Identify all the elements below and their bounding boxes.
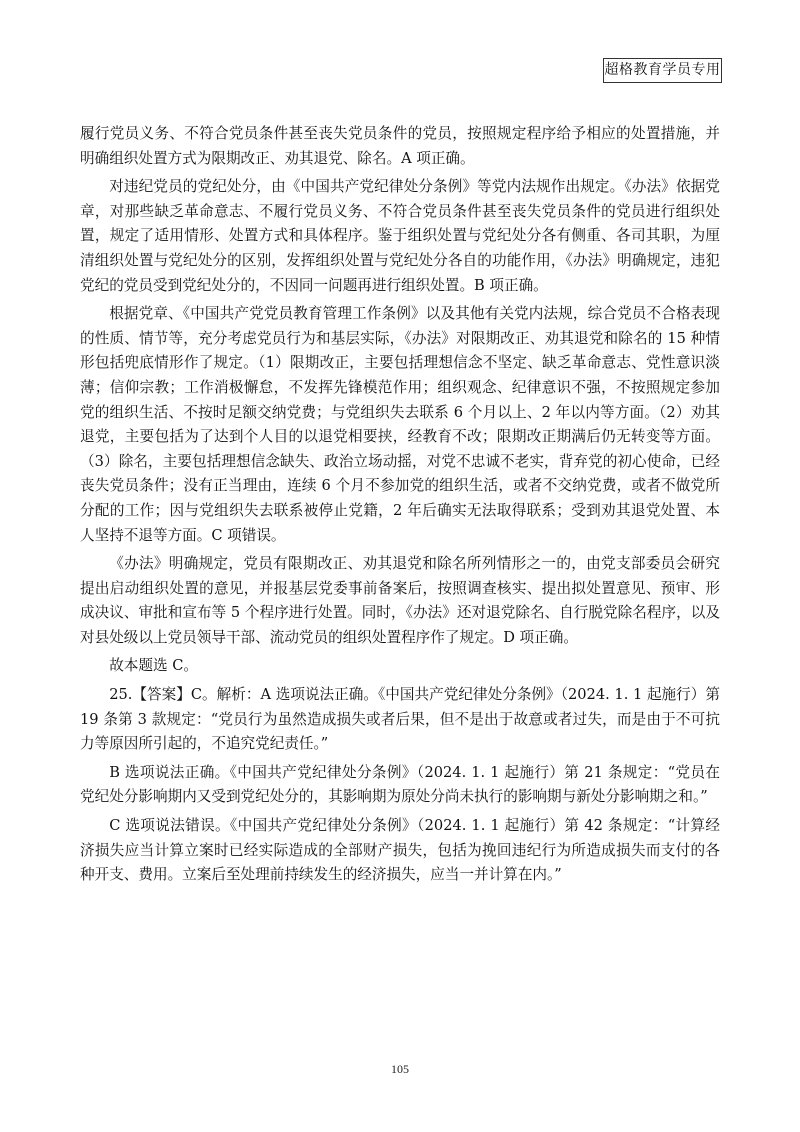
paragraph-2: 对违纪党员的党纪处分，由《中国共产党纪律处分条例》等党内法规作出规定。《办法》依据党章，对那些缺乏革命意志、不履行党员义务、不符合党员条件甚至丧失党员条件的党员进行组织处置，规定了适用情形、处置方式和具体程序。鉴于组织处置与党纪处分各有侧重、各司其职，为厘清组织处置与党纪处分的区别，发挥组织处置与党纪处分各自的功能作用，《办法》明确规定，违犯党纪的党员受到党纪处分的，不因同一问题再进行组织处置。B 项正确。 (80, 178, 720, 294)
paragraph-3: 根据党章、《中国共产党党员教育管理工作条例》以及其他有关党内法规，综合党员不合格表现的性质、情节等，充分考虑党员行为和基层实际，《办法》对限期改正、劝其退党和除名的 15 种情形包括兜底情形作了规定。（1）限期改正，主要包括理想信念不坚定、缺乏革命意志、党性意识淡薄；信仰宗教；工作消极懈怠，不发挥先锋模范作用；组织观念、纪律意识不强，不按照规定参加党的组织生活、不按时足额交纳党费；与党组织失去联系 6 个月以上、2 年以内等方面。（2）劝其退党，主要包括为了达到个人目的以退党相要挟，经教育不改；限期改正期满后仍无转变等方面。（3）除名，主要包括理想信念缺失、政治立场动摇，对党不忠诚不老实，背弃党的初心使命，已经丧失党员条件；没有正当理由，连续 6 个月不参加党的组织生活，或者不交纳党费，或者不做党所分配的工作；因与党组织失去联系被停止党籍，2 年后确实无法取得联系；受到劝其退党处置、本人坚持不退等方面。C 项错误。 (80, 305, 720, 544)
paragraph-7: B 选项说法正确。《中国共产党纪律处分条例》（2024. 1. 1 起施行）第 21 条规定：“党员在党纪处分影响期内又受到党纪处分的，其影响期为原处分尚未执行的影响期与新处分影响期之和。” (80, 763, 720, 806)
header-badge: 超格教育学员专用 (603, 58, 722, 83)
paragraph-5: 故本题选 C。 (109, 657, 198, 675)
paragraph-4: 《办法》明确规定，党员有限期改正、劝其退党和除名所列情形之一的，由党支部委员会研究提出启动组织处置的意见，并报基层党委事前备案后，按照调查核实、提出拟处置意见、预审、形成决议、审批和宣布等 5 个程序进行处置。同时，《办法》还对退党除名、自行脱党除名程序，以及对县处级以上党员领导干部、流动党员的组织处置程序作了规定。D 项正确。 (80, 555, 720, 646)
paragraph-1: 履行党员义务、不符合党员条件甚至丧失党员条件的党员，按照规定程序给予相应的处置措施，并明确组织处置方式为限期改正、劝其退党、除名。A 项正确。 (80, 125, 720, 167)
page-number: 105 (391, 1062, 409, 1076)
paragraph-6: 25.【答案】C。解析：A 选项说法正确。《中国共产党纪律处分条例》（2024. 1. 1 起施行）第 19 条第 3 款规定：“党员行为虽然造成损失或者后果，但不是出于故意或者过失，而是由于不可抗力等原因所引起的，不追究党纪责任。” (80, 686, 720, 753)
paragraph-8: C 选项说法错误。《中国共产党纪律处分条例》（2024. 1. 1 起施行）第 42 条规定：“计算经济损失应当计算立案时已经实际造成的全部财产损失，包括为挽回违纪行为所造成损失而支付的各种开支、费用。立案后至处理前持续发生的经济损失，应当一并计算在内。” (80, 817, 720, 884)
document-body (80, 122, 720, 888)
